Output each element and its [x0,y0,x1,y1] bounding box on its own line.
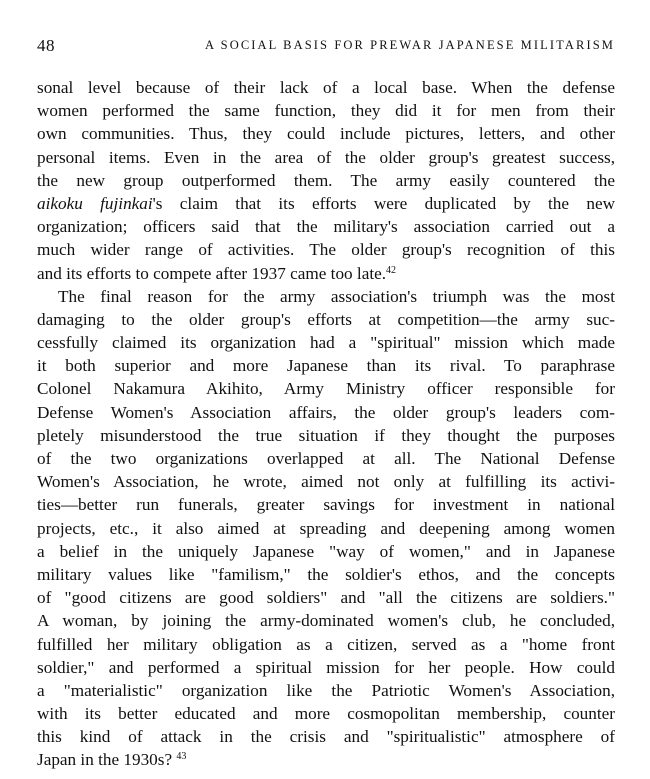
running-title: A SOCIAL BASIS FOR PREWAR JAPANESE MILITARISM [205,38,615,52]
footnote-ref: 42 [386,264,397,276]
text-line [37,748,615,771]
text-line: a "materialistic" organization like the Patriotic Women's Association, [37,680,615,700]
footnote-ref: 43 [176,751,187,763]
text-line: Defense Women's Association affairs, the older group's leaders com- [37,402,615,422]
text-line: the new group outperformed them. The army easily countered the [37,170,615,190]
italic-term: aikoku fujinkai [37,193,153,213]
text-line: sonal level because of their lack of a local base. When the defense [37,78,615,97]
text-line: ties—better run funerals, greater savings for investment in national [37,495,615,515]
paragraph-1 [37,76,615,285]
text-line: fulfilled her military obligation as a citizen, served as a "home front [37,634,615,654]
body-text [37,76,615,772]
text-line: a belief in the uniquely Japanese "way of women," and in Japanese [37,541,615,561]
text-line: much wider range of activities. The older group's recognition of this [37,240,615,260]
paragraph-2 [37,285,615,772]
text-line: pletely misunderstood the true situation if they thought the purposes [37,425,615,445]
text-fragment: 's claim that its efforts were duplicated by the new [152,193,615,213]
text-fragment: and its efforts to compete after 1937 came too late. [37,263,387,283]
running-head [37,36,615,58]
text-line: personal items. Even in the area of the older group's greatest success, [37,147,615,167]
text-fragment: Japan in the 1930s? [37,750,173,770]
text-line [37,192,615,215]
text-line: of "good citizens are good soldiers" and "all the citizens are soldiers." [37,588,615,608]
page-number: 48 [37,36,55,55]
text-line: own communities. Thus, they could include pictures, letters, and other [37,124,615,144]
text-line: Colonel Nakamura Akihito, Army Ministry officer responsible for [37,379,615,399]
text-line [37,262,615,285]
text-line: Women's Association, he wrote, aimed not only at fulfilling its activi- [37,472,615,492]
text-line: The final reason for the army association's triumph was the most [58,286,615,306]
text-line: damaging to the older group's efforts at competition—the army suc- [37,309,615,329]
text-line: projects, etc., it also aimed at spreading and deepening among women [37,518,615,538]
text-line: it both superior and more Japanese than its rival. To paraphrase [37,356,615,376]
text-line: of the two organizations overlapped at all. The National Defense [37,449,615,468]
text-line: A woman, by joining the army-dominated women's club, he concluded, [37,611,615,631]
text-line: women performed the same function, they did it for men from their [37,101,615,121]
text-line: this kind of attack in the crisis and "spiritualistic" atmosphere of [37,727,615,747]
text-line: cessfully claimed its organization had a "spiritual" mission which made [37,333,615,353]
text-line: organization; officers said that the military's association carried out a [37,217,615,237]
text-line: soldier," and performed a spiritual mission for her people. How could [37,657,615,677]
text-line: with its better educated and more cosmopolitan membership, counter [37,704,615,724]
text-line: military values like "familism," the soldier's ethos, and the concepts [37,564,615,584]
